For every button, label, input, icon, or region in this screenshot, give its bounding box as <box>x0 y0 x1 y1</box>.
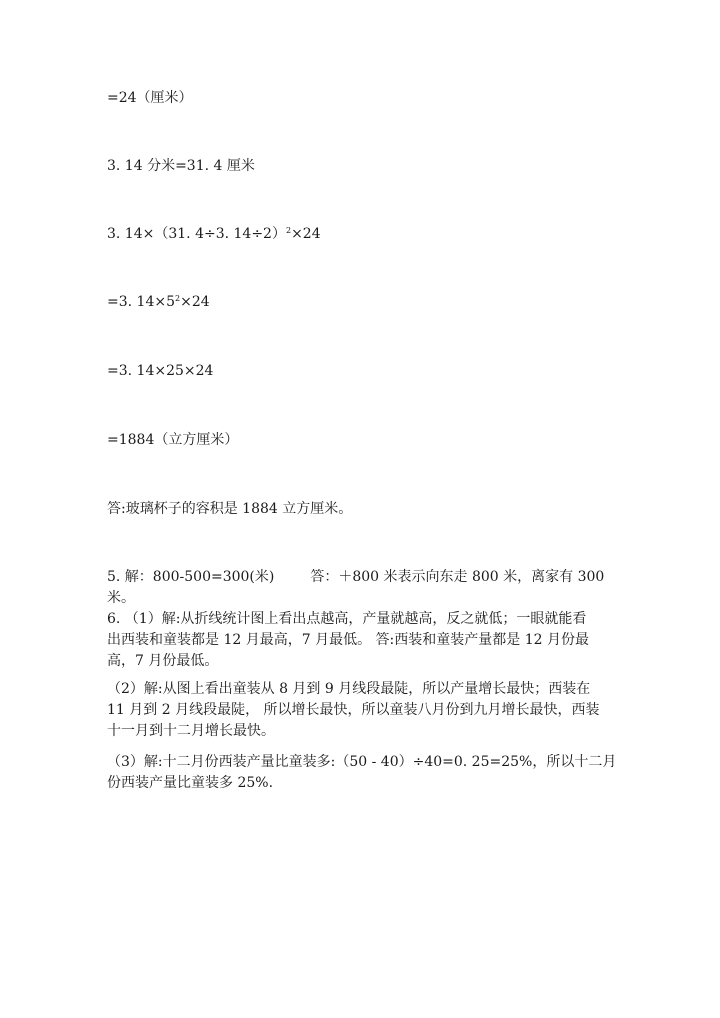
calc-step-4-tail: ×24 <box>180 294 210 310</box>
question-6-part-1-line-2: 出西装和童装都是 12 月最高，7 月最低。 答:西装和童装产量都是 12 月份最 <box>107 632 589 648</box>
question-6-part-2-line-2: 11 月到 2 月线段最陡， 所以增长最快，所以童装八月份到九月增长最快，西装 <box>107 702 600 718</box>
calc-step-3-base: 3. 14×（31. 4÷3. 14÷2） <box>107 226 286 242</box>
question-5-line-1 <box>107 567 615 588</box>
calc-step-2: 3. 14 分米=31. 4 厘米 <box>107 158 255 174</box>
calc-step-6: =1884（立方厘米） <box>107 432 239 448</box>
question-5-solution: 5. 解：800-500=300(米) <box>107 569 275 585</box>
calc-step-5: =3. 14×25×24 <box>107 363 214 379</box>
question-6-part-3 <box>107 752 615 794</box>
question-6-part-3-line-2: 份西装产量比童装多 25%. <box>107 775 274 791</box>
question-6-part-1-line-3: 高，7 月份最低。 <box>107 653 219 669</box>
question-5 <box>107 567 615 609</box>
calc-step-4-base: =3. 14×5 <box>107 294 175 310</box>
calc-step-1: =24（厘米） <box>107 90 193 106</box>
calc-step-4 <box>107 292 210 312</box>
question-6-part-3-line-1: （3）解:十二月份西装产量比童装多:（50 - 40）÷40=0. 25=25%，所以十二月 <box>107 754 617 770</box>
question-6-part-2-line-1: （2）解:从图上看出童装从 8 月到 9 月线段最陡，所以产量增长最快；西装在 <box>107 681 591 697</box>
question-6-part-2-line-3: 十一月到十二月增长最快。 <box>107 723 275 739</box>
question-5-answer: 答：＋800 米表示向东走 800 米，离家有 300 <box>310 569 605 585</box>
calc-step-3 <box>107 224 321 244</box>
calc-step-4-exponent: 2 <box>175 294 181 303</box>
question-6-part-2 <box>107 679 615 742</box>
question-6-part-1 <box>107 609 615 672</box>
calc-step-3-tail: ×24 <box>291 226 321 242</box>
question-5-line-2: 米。 <box>107 590 135 606</box>
question-6-part-1-line-1: 6. （1）解:从折线统计图上看出点越高，产量就越高，反之就低；一眼就能看 <box>107 611 587 627</box>
calc-step-3-exponent: 2 <box>285 226 292 235</box>
calc-answer: 答:玻璃杯子的容积是 1884 立方厘米。 <box>107 501 353 517</box>
